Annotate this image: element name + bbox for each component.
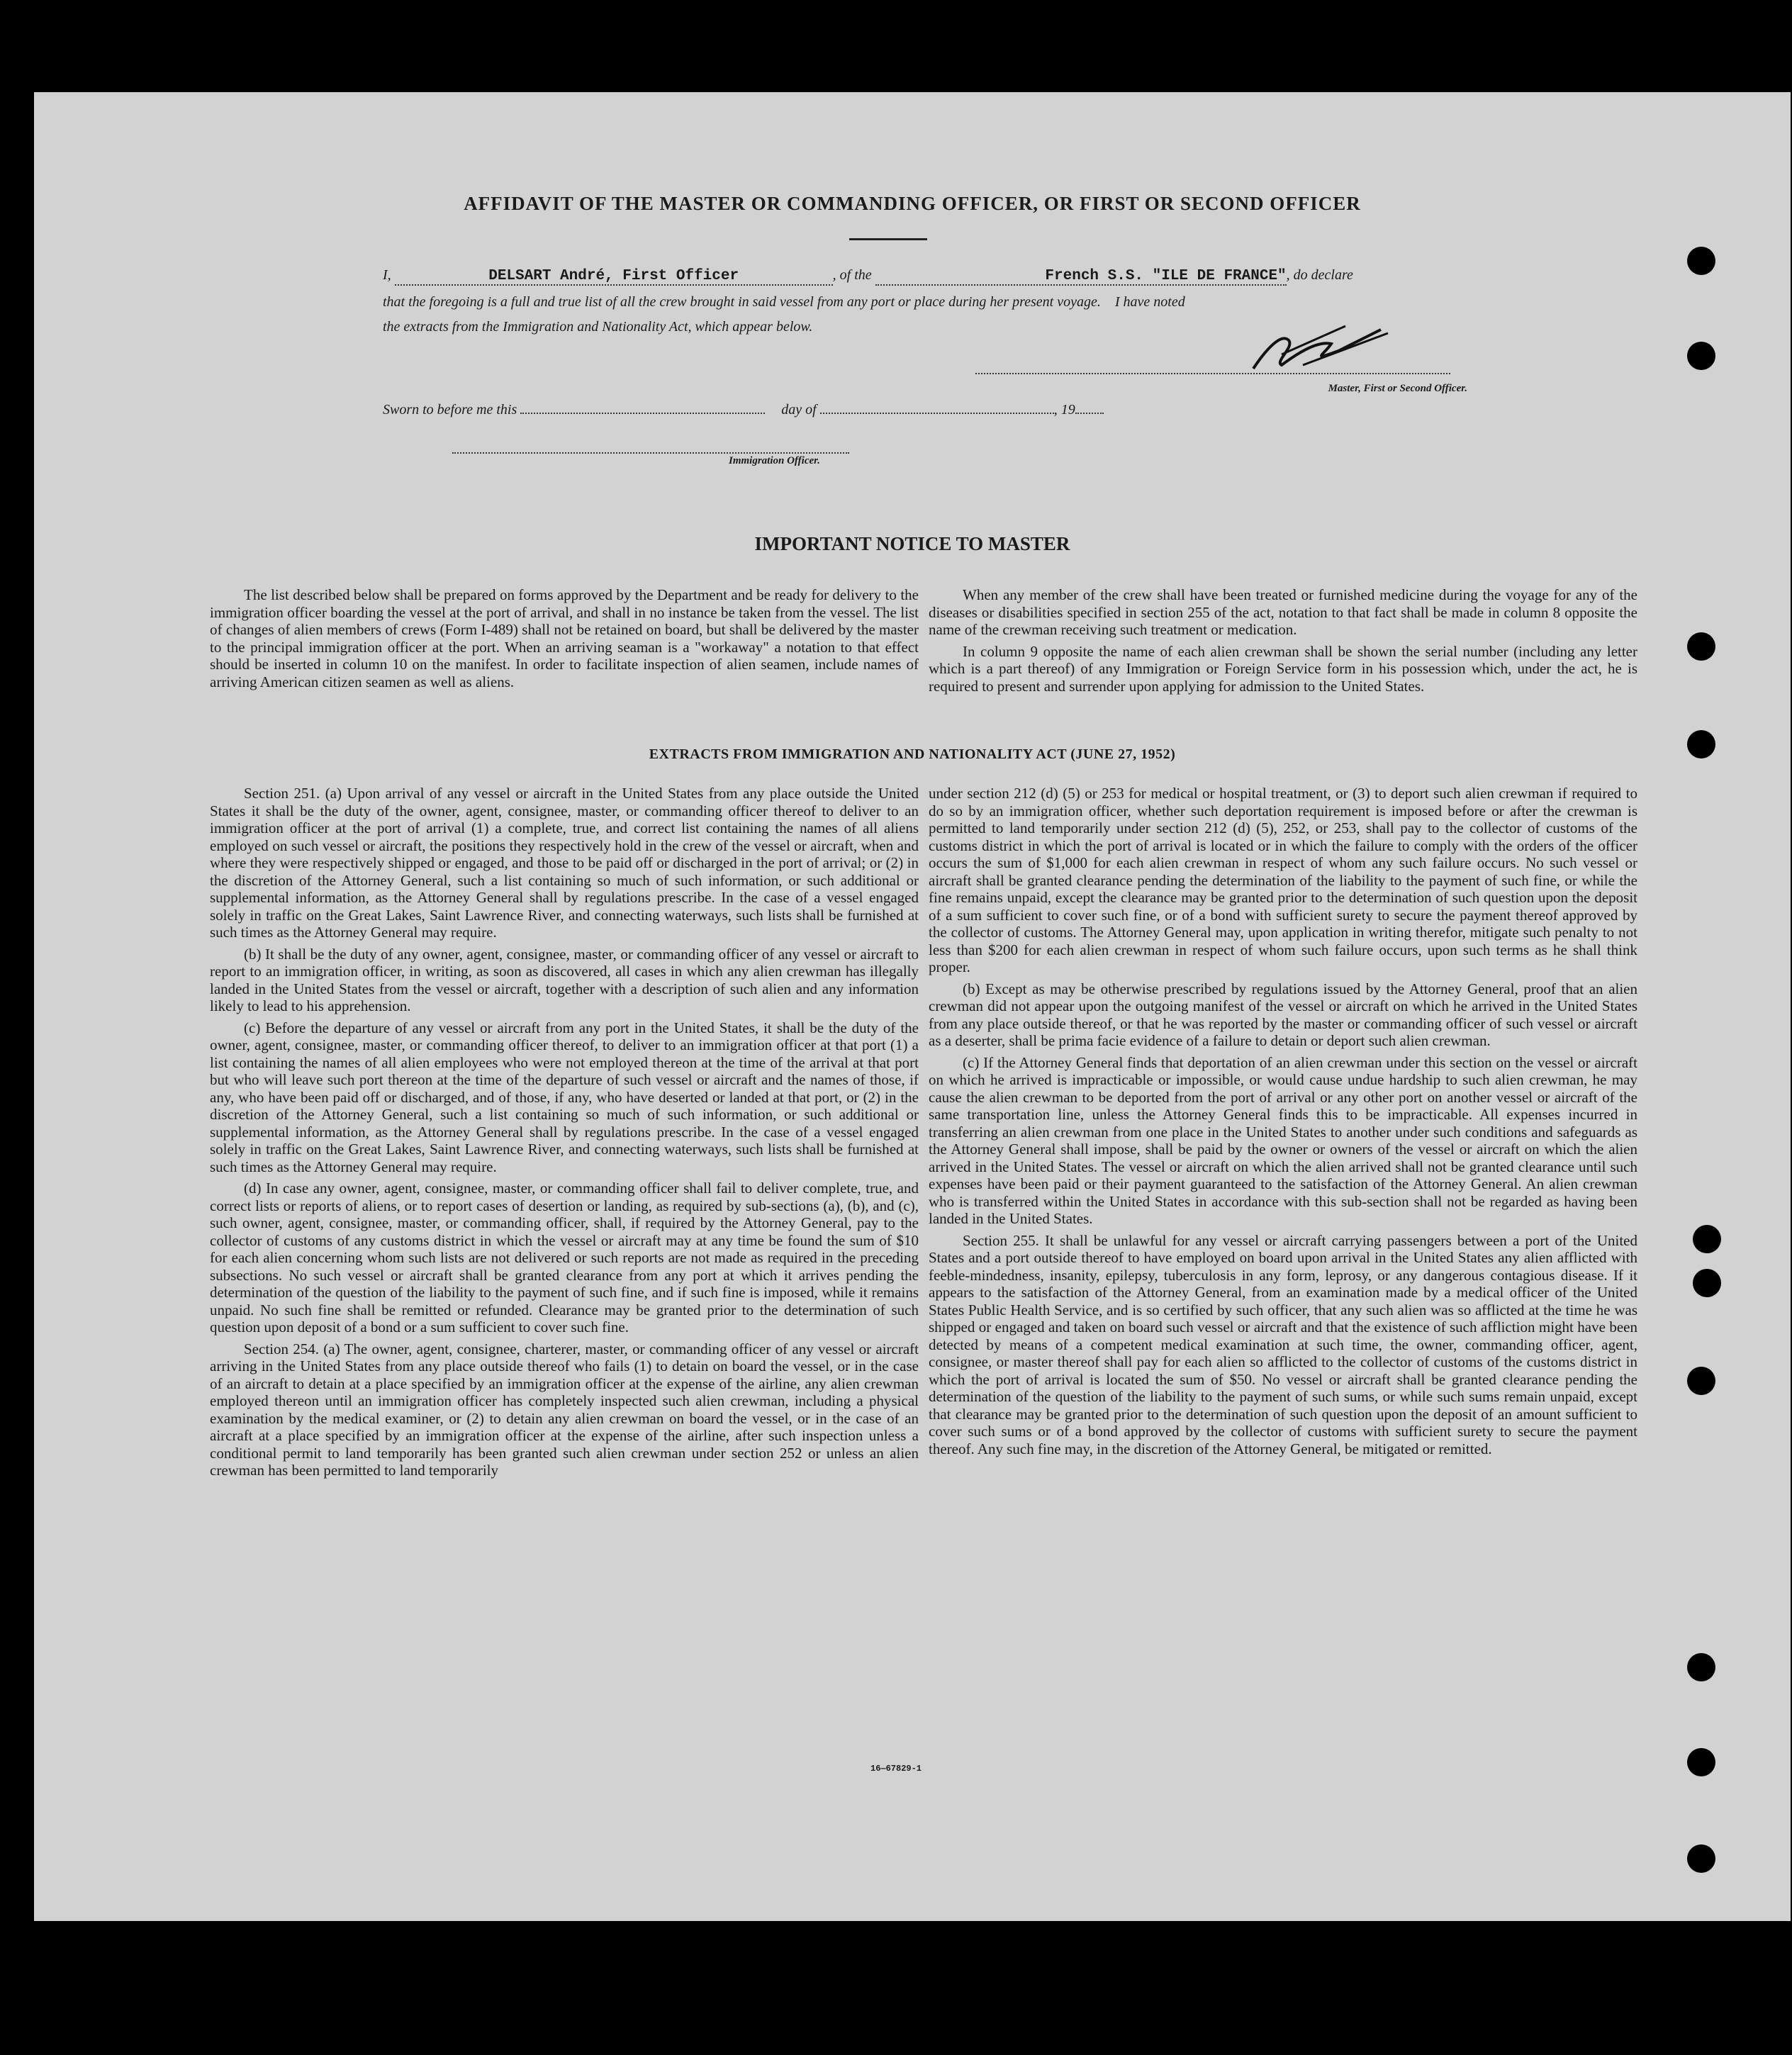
- vessel-field: [875, 267, 1287, 286]
- extracts-left-column: [210, 785, 919, 1484]
- punch-hole: [1687, 632, 1715, 661]
- notice-left-column: [210, 586, 919, 695]
- notice-right-column: [929, 586, 1637, 699]
- day-of-label: day of: [781, 402, 817, 418]
- punch-hole: [1687, 730, 1715, 758]
- sworn-day-field: [520, 413, 765, 414]
- sworn-month-field: [820, 413, 1054, 414]
- extract-paragraph: (b) Except as may be otherwise prescribed by regulations issued by the Attorney General, proof that an alien crewman did not appear upon the outgoing manifest of the vessel or aircraft on which he arrived in the United States from any place outside thereof, or that he was reported by the master or commanding officer of such vessel or aircraft as a deserter, shall be prima facie evidence of a failure to detain or deport such alien crewman.: [929, 980, 1637, 1049]
- affidavit-title: AFFIDAVIT OF THE MASTER OR COMMANDING OFFICER, OR FIRST OR SECOND OFFICER: [464, 193, 1361, 214]
- immigration-officer-line: [452, 447, 849, 454]
- extracts-right-column: [929, 785, 1637, 1462]
- notice-left-paragraph: The list described below shall be prepared on forms approved by the Department and be ready for delivery to the immigration officer boarding the vessel at the port of arrival, and shall in no instance be taken from the vessel. The list of changes of alien members of crews (Form I-489) shall not be retained on board, but shall be delivered by the master to the principal immigration officer at the port. When an arriving seaman is a "workaway" a notation to that effect should be inserted in column 10 on the manifest. In order to facilitate inspection of alien seamen, include names of arriving American citizen seamen as well as aliens.: [210, 586, 919, 690]
- punch-hole: [1687, 247, 1715, 275]
- vessel-value: French S.S. "ILE DE FRANCE": [1045, 268, 1287, 284]
- sworn-label: Sworn to before me this: [383, 402, 517, 418]
- extract-paragraph: under section 212 (d) (5) or 253 for medical or hospital treatment, or (3) to deport such alien crewman if required to do so by an immigration officer, whether such deportation requirement is imposed before or after the crewman is permitted to land temporarily under section 212 (d) (5), 252, or 253, shall pay to the collector of customs of the customs district in which the port of arrival is located or in which the failure to comply with the orders of the officer occurs the sum of $1,000 for each alien crewman in respect of whom any such failure occurs. No such vessel or aircraft shall be granted clearance pending the determination of the liability to the payment of such fine, or while the fine remains unpaid, except the clearance may be granted prior to the determination of such question upon the deposit of a sum sufficient to cover such fine, or of a bond with sufficient surety to secure the payment thereof approved by the collector of customs. The Attorney General may, upon application in writing therefor, mitigate such penalty to not less than $200 for each alien crewman in respect of whom such failure occurs, upon such terms as he shall think proper.: [929, 785, 1637, 975]
- punch-hole: [1687, 1748, 1715, 1776]
- name-field: [395, 267, 833, 286]
- extracts-title: EXTRACTS FROM IMMIGRATION AND NATIONALITY ACT (JUNE 27, 1952): [649, 746, 1176, 762]
- officer-signature: [1239, 312, 1395, 390]
- signature-line: [975, 367, 1450, 374]
- affidavit-line-2: that the foregoing is a full and true list of all the crew brought in said vessel from any port or place during her present voyage. I have noted: [383, 294, 1185, 310]
- notice-title: IMPORTANT NOTICE TO MASTER: [754, 533, 1070, 554]
- punch-hole: [1687, 1653, 1715, 1681]
- extract-paragraph: Section 251. (a) Upon arrival of any vessel or aircraft in the United States from any place outside the United States it shall be the duty of the owner, agent, consignee, master, or commanding officer thereof to deliver to an immigration officer at the port of arrival (1) a complete, true, and correct list containing the names of all aliens employed on such vessel or aircraft, the positions they respectively hold in the crew of the vessel or aircraft, when and where they were respectively shipped or engaged, and those to be paid off or discharged in the port of arrival; or (2) in the discretion of the Attorney General, such a list containing so much of such information, or such additional or supplemental information, as the Attorney General shall by regulations prescribe. In the case of a vessel engaged solely in traffic on the Great Lakes, Saint Lawrence River, and connecting waterways, such lists shall be furnished at such times as the Attorney General may require.: [210, 785, 919, 941]
- punch-hole: [1687, 342, 1715, 370]
- signature-caption: Master, First or Second Officer.: [1328, 383, 1467, 394]
- year-label: , 19: [1053, 402, 1075, 418]
- extract-paragraph: Section 255. It shall be unlawful for any vessel or aircraft carrying passengers between a port of the United States and a port outside thereof to have employed on board upon arrival in the United States any alien afflicted with feeble-mindedness, insanity, epilepsy, tuberculosis in any form, leprosy, or any dangerous contagious disease. If it appears to the satisfaction of the Attorney General, from an examination made by a medical officer of the United States Public Health Service, and is so certified by such officer, that any such alien was so afflicted at the time he was shipped or engaged and taken on board such vessel or aircraft and that the existence of such affliction might have been detected by means of a competent medical examination at such time, the owner, commanding officer, agent, consignee, or master thereof shall pay for each alien so afflicted to the collector of customs of the customs district in which the port of arrival is located the sum of $50. No vessel or aircraft shall be granted clearance pending the determination of the question of the liability to the payment of such sums, or while such sums remain unpaid, except that clearance may be granted prior to the determination of such question upon the deposit of an amount sufficient to cover such sums or of a bond approved by the collector of customs with sufficient surety to secure the payment thereof. Any such fine may, in the discretion of the Attorney General, be mitigated or remitted.: [929, 1231, 1637, 1457]
- extract-paragraph: (d) In case any owner, agent, consignee, master, or commanding officer shall fail to deliver complete, true, and correct lists or reports of aliens, or to report cases of desertion or landing, as required by sub-sections (a), (b), and (c), such owner, agent, consignee, master, or commanding officer, shall, if required by the Attorney General, pay to the collector of customs of any customs district in which the vessel or aircraft may at any time be found the sum of $10 for each alien concerning whom such lists are not delivered or such reports are not made as required in the preceding subsections. No such vessel or aircraft shall be granted clearance from any port at which it arrives pending the determination of the question of the liability to the payment of such fine, and if such fine is imposed, while it remains unpaid. No such fine shall be remitted or refunded. Clearance may be granted prior to the determination of such question upon deposit of a bond or a sum sufficient to cover such fine.: [210, 1180, 919, 1336]
- affidavit-line-1: [383, 267, 1496, 286]
- document-sheet: [34, 92, 1791, 1921]
- extract-paragraph: (c) If the Attorney General finds that deportation of an alien crewman under this section on the vessel or aircraft on which he arrived is impracticable or impossible, or would cause undue hardship to such alien crewman, he may cause the alien crewman to be deported from the port of arrival or any other port on another vessel or aircraft of the same transportation line, unless the Attorney General finds this to be impracticable. All expenses incurred in transferring an alien crewman from one place in the United States to another under such conditions and safeguards as the Attorney General shall impose, shall be paid by the owner or owners of the vessel or aircraft on which the alien arrived in the United States. The vessel or aircraft on which the alien arrived shall not be granted clearance until such expenses have been paid or their payment guaranteed to the satisfaction of the Attorney General. An alien crewman who is transferred within the United States in accordance with this sub-section shall not be regarded as having been landed in the United States.: [929, 1053, 1637, 1227]
- notice-right-paragraph-1: When any member of the crew shall have been treated or furnished medicine during the voyage for any of the diseases or disabilities specified in section 255 of the act, notation to that fact shall be made in column 8 opposite the name of the crewman receiving such treatment or medication.: [929, 586, 1637, 638]
- punch-hole: [1687, 1844, 1715, 1873]
- title-underline: [849, 238, 927, 240]
- sworn-year-field: [1075, 413, 1104, 414]
- notice-right-paragraph-2: In column 9 opposite the name of each alien crewman shall be shown the serial number (including any letter which is a part thereof) of any Immigration or Foreign Service form in his possession which, under the act, he is required to present and surrender upon applying for admission to the United States.: [929, 642, 1637, 695]
- sworn-line: [383, 402, 1233, 418]
- affidavit-line-3: the extracts from the Immigration and Nationality Act, which appear below.: [383, 319, 813, 335]
- of-the-label: , of the: [832, 267, 872, 283]
- extract-paragraph: (c) Before the departure of any vessel or aircraft from any port in the United States, it shall be the duty of the owner, agent, consignee, master, or commanding officer thereof, to deliver to an immigration officer at that port (1) a list containing the names of all alien employees who were not employed thereon at the time of the arrival at that port but who will leave such port thereon at the time of the departure of such vessel or aircraft and the names of those, if any, who have been paid off or discharged, and of those, if any, who have deserted or landed at that port, or (2) in the discretion of the Attorney General, such a list containing so much of such information, or such additional or supplemental information, as the Attorney General shall by regulations prescribe. In the case of a vessel engaged solely in traffic on the Great Lakes, Saint Lawrence River, and connecting waterways, such lists shall be furnished at such times as the Attorney General may require.: [210, 1019, 919, 1175]
- extract-paragraph: (b) It shall be the duty of any owner, agent, consignee, master, or commanding officer of any vessel or aircraft to report to an immigration officer, in writing, as soon as discovered, all cases in which any alien crewman has illegally landed in the United States from the vessel or aircraft, together with a description of such alien and any information likely to lead to his apprehension.: [210, 945, 919, 1014]
- i-label: I,: [383, 267, 391, 283]
- punch-hole: [1687, 1367, 1715, 1395]
- immigration-officer-label: Immigration Officer.: [729, 455, 820, 466]
- declare-label: , do declare: [1286, 267, 1353, 283]
- name-value: DELSART André, First Officer: [488, 268, 739, 284]
- punch-hole: [1693, 1269, 1721, 1297]
- form-code: 16—67829-1: [870, 1764, 922, 1774]
- extract-paragraph: Section 254. (a) The owner, agent, consignee, charterer, master, or commanding officer of any vessel or aircraft arriving in the United States from any place outside thereof who fails (1) to detain on board the vessel, or in the case of an aircraft to detain at a place specified by an immigration officer at the expense of the airline, any alien crewman employed thereon until an immigration officer has completely inspected such alien crewman, including a physical examination by the medical examiner, or (2) to detain any alien crewman on board the vessel, or in the case of an aircraft at a place specified by an immigration officer at the expense of the airline, after such inspection unless a conditional permit to land temporarily has been granted such alien crewman under section 252 or unless an alien crewman has been permitted to land temporarily: [210, 1340, 919, 1479]
- punch-hole: [1693, 1225, 1721, 1253]
